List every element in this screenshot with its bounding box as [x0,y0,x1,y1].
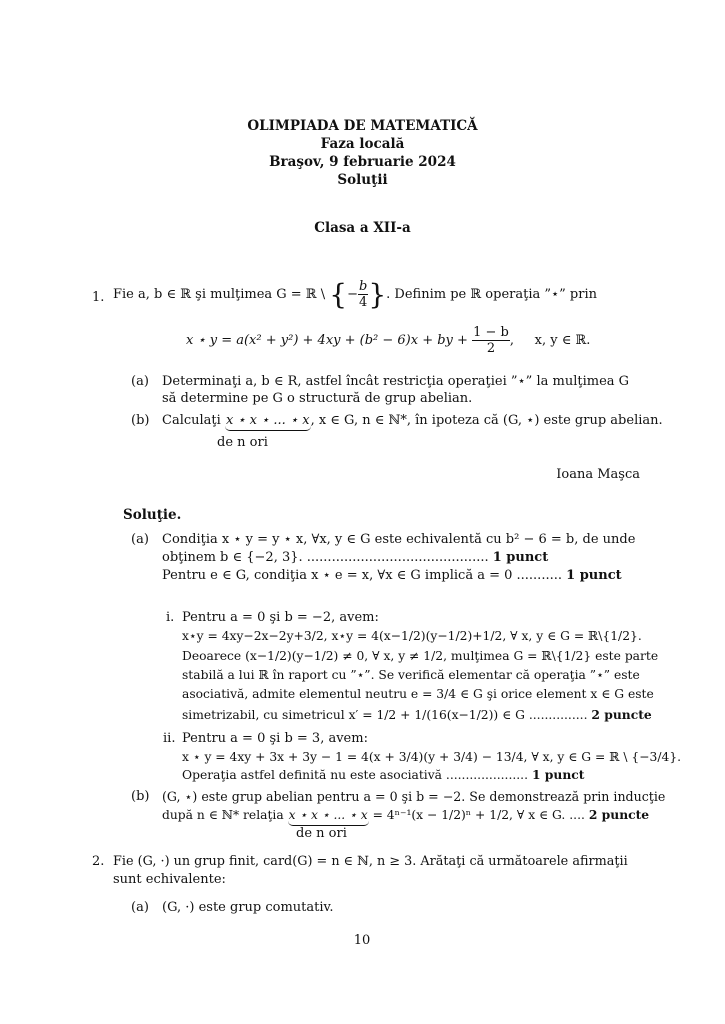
case-i-line2: x⋆y = 4xy−2x−2y+3/2, x⋆y = 4(x−1/2)(y−1/2)+1/2, ∀ x, y ∈ G = ℝ\{1/2}. [182,629,642,643]
place-date: Braşov, 9 februarie 2024 [269,154,456,170]
problem-2-line2: sunt echivalente: [113,872,226,887]
solution-b-line1: (G, ⋆) este grup abelian pentru a = 0 şi b = −2. Se demonstrează prin inducţie [162,789,666,804]
underbrace-x-n-times: x ⋆ x ⋆ ... ⋆ x [225,412,311,431]
grade-title: Clasa a XII-a [314,220,411,236]
points-a-1: 1 punct [492,550,549,565]
phase-title: Faza locală [320,136,405,152]
problem-1-intro-b: . Definim pe ℝ operaţia ”⋆” prin [386,287,597,302]
solution-a-label: (a) [131,532,149,547]
left-brace: { [329,278,348,311]
problem-2-a-text: (G, ·) este grup comutativ. [162,900,334,915]
problem-2-line1: Fie (G, ·) un grup finit, card(G) = n ∈ ℕ, n ≥ 3. Arătaţi că următoarele afirmaţii [113,854,628,869]
problem-2-a-label: (a) [131,900,149,915]
part-a-text: Determinaţi a, b ∈ R, astfel încât restricţia operaţiei ”⋆” la mulţimea G să determine pe G o structură de grup abelian. [162,374,630,406]
problem-1-number: 1. [92,290,105,305]
page-number: 10 [353,933,371,948]
solution-a-line1: Condiţia x ⋆ y = y ⋆ x, ∀x, y ∈ G este echivalentă cu b² − 6 = b, de unde [162,532,636,547]
author: Ioana Maşca [556,467,640,482]
problem-1-intro-a: Fie a, b ∈ ℝ şi mulţimea G = ℝ \ [113,287,326,302]
solution-b-label: (b) [131,789,150,804]
solution-a-line3: Pentru e ∈ G, condiţia x ⋆ e = x, ∀x ∈ G implică a = 0 ........... 1 punct [162,568,622,583]
underbrace-label-solution: de n ori [296,826,347,841]
operation-formula [186,325,590,365]
formula-tail: , x, y ∈ ℝ. [509,333,591,348]
problem-2-number: 2. [92,854,105,869]
part-b-prefix: Calculaţi [162,413,221,428]
formula-fraction: $\frac{1 - b}{2}$ [473,325,509,356]
points-b: 2 puncte [588,807,650,822]
case-i-line1: Pentru a = 0 şi b = −2, avem: [182,610,379,625]
case-i-line3: Deoarece (x−1/2)(y−1/2) ≠ 0, ∀ x, y ≠ 1/2, mulţimea G = ℝ\{1/2} este parte [182,649,659,663]
case-ii-label: ii. [163,731,176,746]
formula-main: x ⋆ y = a(x² + y²) + 4xy + (b² − 6)x + by + [186,333,468,348]
solution-b-line2: după n ∈ ℕ* relaţia x ⋆ x ⋆ ... ⋆ x = 4ⁿ⁻¹(x − 1/2)ⁿ + 1/2, ∀ x ∈ G. .... 2 puncte [162,806,649,826]
points-a-2: 1 punct [566,568,622,583]
solution-a-line2: obţinem b ∈ {−2, 3}. ............................................ 1 punct [162,550,549,565]
case-i-line6: simetrizabil, cu simetricul x′ = 1/2 + 1/(16(x−1/2)) ∈ G ............... 2 puncte [182,707,652,722]
points-ii: 1 punct [531,767,585,782]
points-i: 2 puncte [591,707,652,722]
part-b-text [162,412,663,431]
solutions-title: Soluţii [337,172,388,188]
part-a-label: (a) [131,374,149,389]
right-brace: } [368,278,387,311]
part-b-label: (b) [131,413,150,428]
underbrace-label: de n ori [217,435,268,450]
fraction-b-over-4: $\frac{b}{4}$ [359,279,368,310]
solution-heading: Soluţie. [123,507,182,523]
case-ii-line1: Pentru a = 0 şi b = 3, avem: [182,731,368,746]
underbrace-x-n-times-solution: x ⋆ x ⋆ ... ⋆ x [288,807,369,826]
case-ii-line2: x ⋆ y = 4xy + 3x + 3y − 1 = 4(x + 3/4)(y + 3/4) − 13/4, ∀ x, y ∈ G = ℝ \ {−3/4}. [182,750,682,764]
case-i-label: i. [166,610,175,625]
problem-1-intro: Fie a, b ∈ ℝ şi mulţimea G = ℝ \ {− $\frac{b}{4}$ }. Definim pe ℝ operaţia ”⋆” prin [113,278,597,311]
case-i-line5: asociativă, admite elementul neutru e = 3/4 ∈ G şi orice element x ∈ G este [182,687,654,701]
part-b-suffix: , x ∈ G, n ∈ ℕ*, în ipoteza că (G, ⋆) este grup abelian. [310,413,663,428]
case-i-line4: stabilă a lui ℝ în raport cu ”⋆”. Se verifică elementar că operaţia ”⋆” este [182,668,640,682]
olympiad-title: OLIMPIADA DE MATEMATICĂ [247,118,478,134]
case-ii-line3: Operaţia astfel definită nu este asociativă ..................... 1 punct [182,767,585,782]
